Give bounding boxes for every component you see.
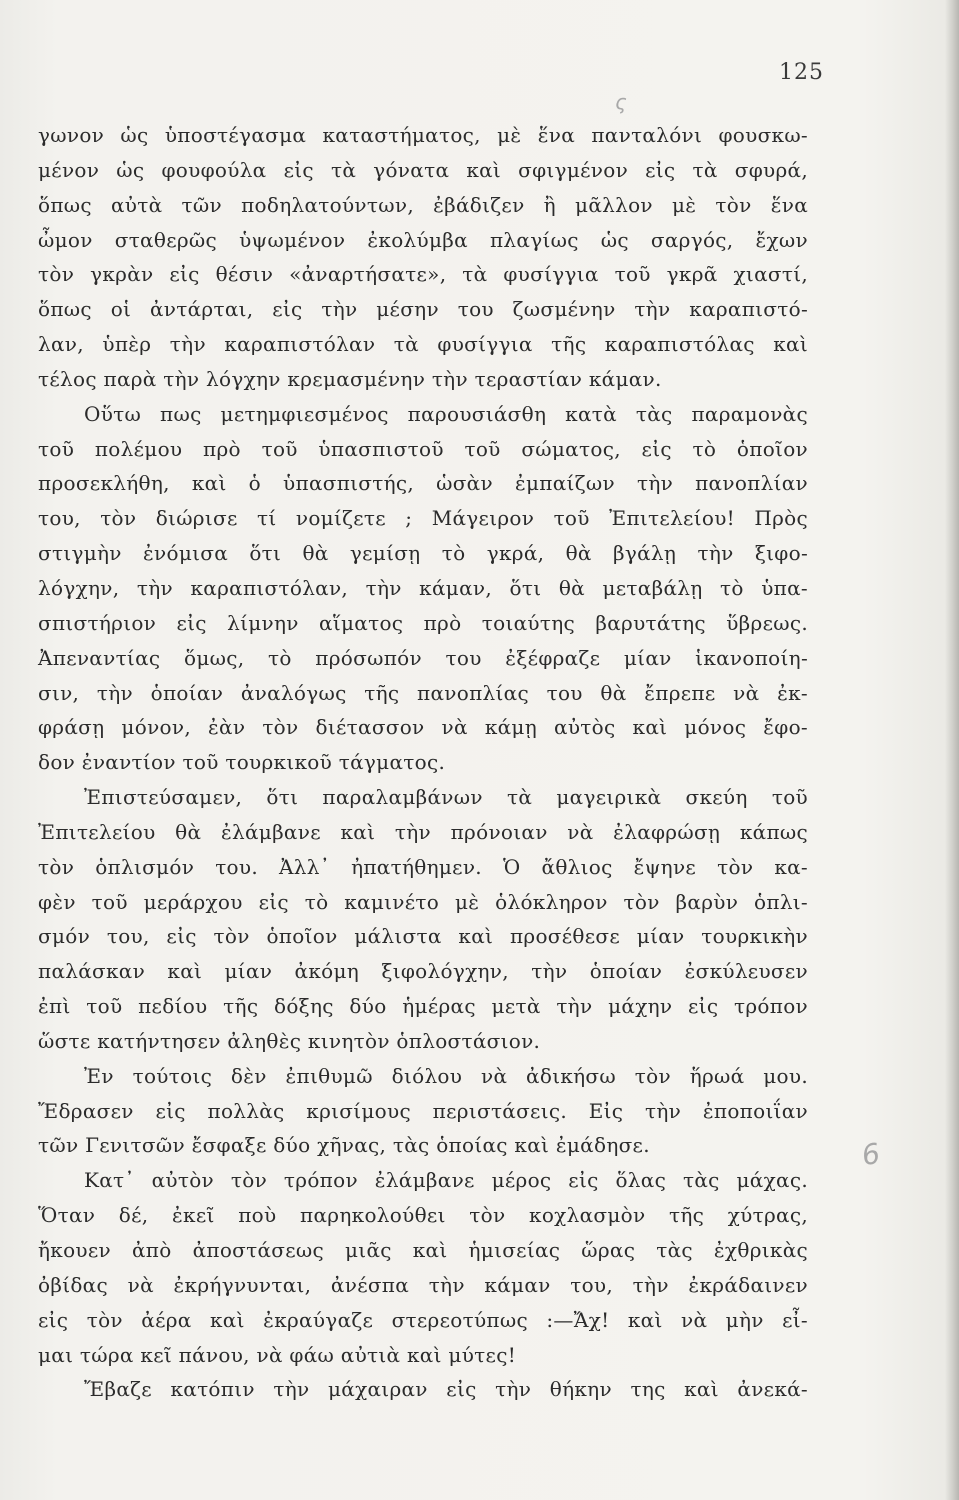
- text-line: λόγχην, τὴν καραπιστόλαν, τὴν κάμαν, ὅτι θὰ μεταβάλῃ τὸ ὑπα-: [38, 575, 808, 600]
- text-line: Ἔβαζε κατόπιν τὴν μάχαιραν εἰς τὴν θήκην της καὶ ἀνεκά-: [84, 1377, 808, 1402]
- text-line: μαι τώρα κεῖ πάνου, νὰ φάω αὐτιὰ καὶ μύτες!: [38, 1342, 517, 1367]
- text-line: δον ἐναντίον τοῦ τουρκικοῦ τάγματος.: [38, 750, 446, 775]
- text-line: ἤκουεν ἀπὸ ἀποστάσεως μιᾶς καὶ ἡμισείας ὥρας τὰς ἐχθρικὰς: [38, 1238, 808, 1262]
- text-line: προσεκλήθη, καὶ ὁ ὑπασπιστής, ὡσὰν ἐμπαίζων τὴν πανοπλίαν: [38, 471, 808, 496]
- text-line: τὸν γκρὰν εἰς θέσιν «ἀναρτήσατε», τὰ φυσίγγια τοῦ γκρᾶ χιαστί,: [38, 262, 808, 287]
- text-line: ἐπὶ τοῦ πεδίου τῆς δόξης δύο ἡμέρας μετὰ τὴν μάχην εἰς τρόπον: [38, 994, 808, 1019]
- page-number: 125: [779, 60, 824, 85]
- text-line: μένον ὡς φουφούλα εἰς τὰ γόνατα καὶ σφιγμένον εἰς τὰ σφυρά,: [38, 157, 808, 182]
- text-line: Ἐν τούτοις δὲν ἐπιθυμῶ διόλου νὰ ἀδικήσω τὸν ἥρωά μου.: [84, 1063, 808, 1088]
- text-line: φράσῃ μόνον, ἐὰν τὸν διέτασσον νὰ κάμῃ αὐτὸς καὶ μόνος ἔφο-: [38, 715, 808, 740]
- text-line: Ὅταν δέ, ἐκεῖ ποὺ παρηκολούθει τὸν κοχλασμὸν τῆς χύτρας,: [38, 1203, 808, 1228]
- text-line: Οὕτω πως μετημφιεσμένος παρουσιάσθη κατὰ τὰς παραμονὰς: [84, 401, 808, 426]
- text-line: Κατ᾽ αὐτὸν τὸν τρόπον ἐλάμβανε μέρος εἰς ὅλας τὰς μάχας.: [84, 1168, 808, 1193]
- text-line: εἰς τὸν ἀέρα καὶ ἐκραύγαζε στερεοτύπως :—Ἄχ! καὶ νὰ μὴν εἶ-: [38, 1307, 808, 1332]
- text-line: τοῦ πολέμου πρὸ τοῦ ὑπασπιστοῦ τοῦ σώματος, εἰς τὸ ὁποῖον: [38, 436, 808, 461]
- text-line: ὅπως οἱ ἀντάρται, εἰς τὴν μέσην του ζωσμένην τὴν καραπιστό-: [38, 297, 808, 322]
- text-line: στιγμὴν ἐνόμισα ὅτι θὰ γεμίσῃ τὸ γκρά, θὰ βγάλῃ τὴν ξιφο-: [38, 541, 808, 566]
- pencil-mark-top: ς: [615, 90, 627, 114]
- text-line: ὥστε κατήντησεν ἀληθὲς κινητὸν ὁπλοστάσιον.: [38, 1028, 541, 1053]
- text-line: Ἐπιτελείου θὰ ἐλάμβανε καὶ τὴν πρόνοιαν νὰ ἐλαφρώσῃ κάπως: [38, 819, 808, 844]
- text-line: σμόν του, εἰς τὸν ὁποῖον μάλιστα καὶ προσέθεσε μίαν τουρκικὴν: [38, 924, 808, 949]
- text-line: ὅπως αὐτὰ τῶν ποδηλατούντων, ἐβάδιζεν ἢ μᾶλλον μὲ τὸν ἕνα: [38, 192, 808, 217]
- text-line: σπιστήριον εἰς λίμνην αἵματος πρὸ τοιαύτης βαρυτάτης ὕβρεως.: [38, 610, 808, 635]
- text-line: λαν, ὑπὲρ τὴν καραπιστόλαν τὰ φυσίγγια τῆς καραπιστόλας καὶ: [38, 332, 808, 357]
- page-edge-shadow: [945, 0, 959, 1500]
- text-line: Ἀπεναντίας ὅμως, τὸ πρόσωπόν του ἐξέφραζε μίαν ἱκανοποίη-: [38, 645, 808, 670]
- text-line: φὲν τοῦ μεράρχου εἰς τὸ καμινέτο μὲ ὁλόκληρον τὸν βαρὺν ὁπλι-: [38, 889, 808, 914]
- text-line: παλάσκαν καὶ μίαν ἀκόμη ξιφολόγχην, τὴν ὁποίαν ἐσκύλευσεν: [38, 959, 808, 984]
- text-line: του, τὸν διώρισε τί νομίζετε ; Μάγειρον τοῦ Ἐπιτελείου! Πρὸς: [38, 506, 808, 531]
- pencil-mark-margin: 6: [859, 1136, 883, 1173]
- text-line: Ἐπιστεύσαμεν, ὅτι παραλαμβάνων τὰ μαγειρικὰ σκεύη τοῦ: [84, 785, 808, 810]
- text-line: γωνον ὡς ὑποστέγασμα καταστήματος, μὲ ἕνα πανταλόνι φουσκω-: [38, 123, 808, 147]
- text-line: σιν, τὴν ὁποίαν ἀναλόγως τῆς πανοπλίας του θὰ ἔπρεπε νὰ ἐκ-: [38, 680, 808, 705]
- text-line: Ἔδρασεν εἰς πολλὰς κρισίμους περιστάσεις. Εἰς τὴν ἐποποιΐαν: [38, 1098, 808, 1123]
- body-text: [38, 118, 808, 1407]
- text-line: ὀβίδας νὰ ἐκρήγνυνται, ἀνέσπα τὴν κάμαν του, τὴν ἐκράδαινεν: [38, 1272, 808, 1297]
- text-line: τὸν ὁπλισμόν του. Ἀλλ᾽ ἠπατήθημεν. Ὁ ἄθλιος ἔψηνε τὸν κα-: [38, 854, 808, 879]
- text-line: τῶν Γενιτσῶν ἔσφαξε δύο χῆνας, τὰς ὁποίας καὶ ἐμάδησε.: [38, 1133, 650, 1158]
- text-line: τέλος παρὰ τὴν λόγχην κρεμασμένην τὴν τεραστίαν κάμαν.: [38, 366, 662, 391]
- text-line: ὦμον σταθερῶς ὑψωμένον ἐκολύμβα πλαγίως ὡς σαργός, ἔχων: [38, 227, 808, 252]
